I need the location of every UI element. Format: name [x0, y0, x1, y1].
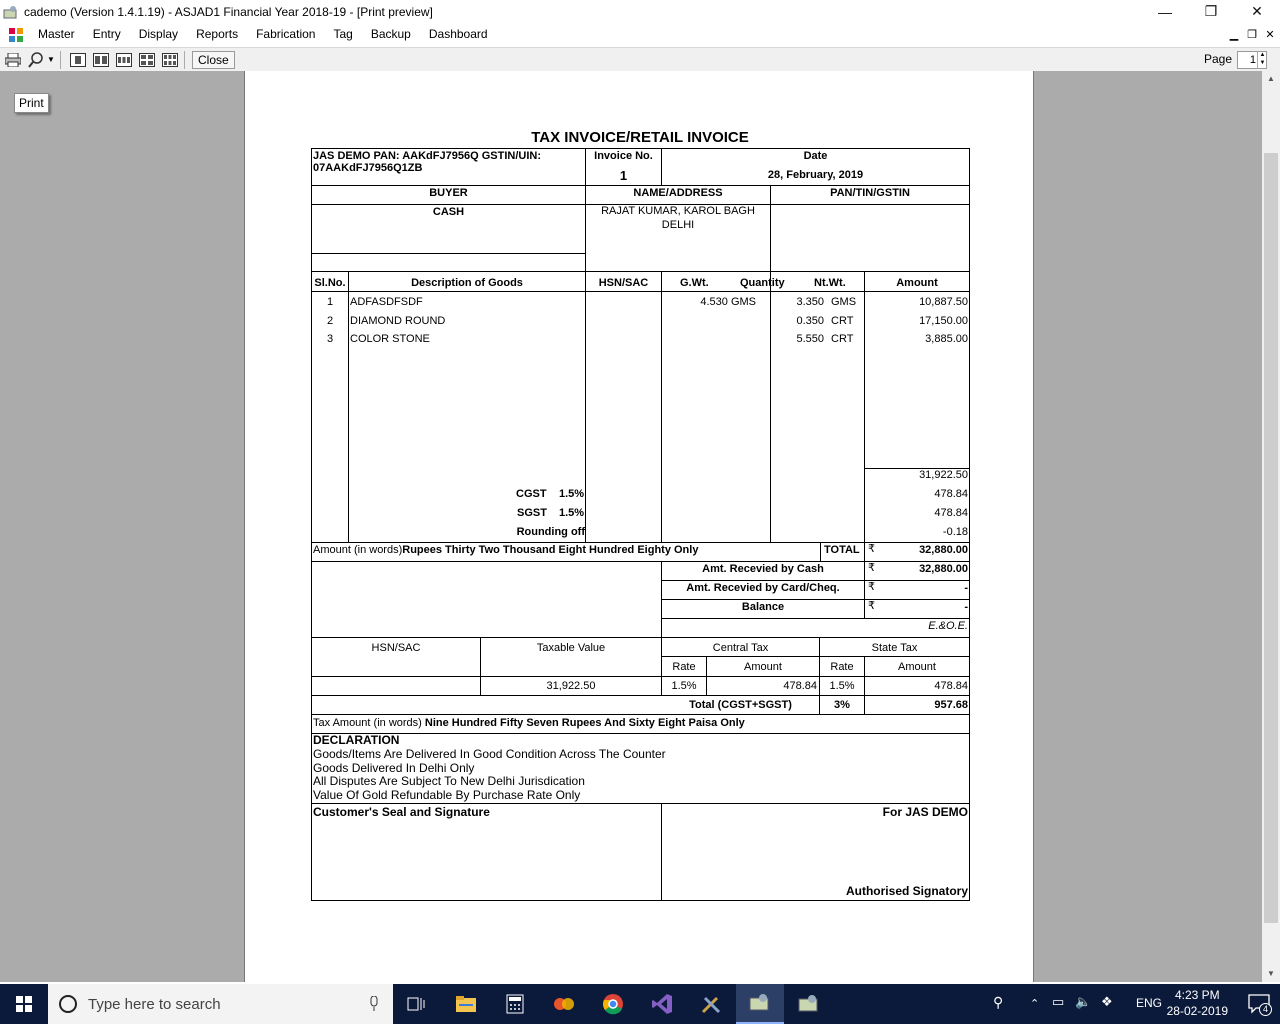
total-label: TOTAL: [824, 544, 860, 556]
col-desc: Description of Goods: [411, 277, 523, 289]
mdi-restore-icon[interactable]: ❐: [1247, 29, 1257, 41]
amount-words: Rupees Thirty Two Thousand Eight Hundred Eighty Only: [402, 544, 699, 556]
language-indicator[interactable]: ENG: [1135, 996, 1162, 1010]
rupee-icon: ₹: [868, 562, 875, 574]
mdi-child-icon[interactable]: [9, 28, 23, 42]
buyer-label: BUYER: [429, 187, 468, 199]
item-ntwt: 0.350: [796, 315, 824, 327]
item-amount: 10,887.50: [919, 296, 968, 308]
invoice-date: 28, February, 2019: [767, 169, 864, 181]
col-amount: Amount: [896, 277, 938, 289]
cademo-app-icon-2[interactable]: [785, 984, 833, 1024]
st-amount: 478.84: [934, 680, 968, 692]
cgst-rate: 1.5%: [559, 488, 585, 500]
page-label: Page: [1203, 52, 1232, 66]
taskbar-search[interactable]: [48, 984, 393, 1024]
rounding-amount: -0.18: [942, 526, 968, 538]
item-sl: 3: [326, 333, 334, 345]
network-icon[interactable]: ▭: [1052, 994, 1065, 1009]
declaration-line: Value Of Gold Refundable By Purchase Rate Only: [313, 788, 581, 802]
zoom-icon[interactable]: [26, 50, 46, 70]
cortana-icon: [58, 994, 78, 1014]
item-gwt: 4.530 GMS: [700, 296, 756, 308]
print-tooltip: Print: [14, 93, 49, 113]
clock[interactable]: [1167, 987, 1228, 1019]
item-ntwt: 5.550: [796, 333, 824, 345]
window-title: cademo (Version 1.4.1.19) - ASJAD1 Financial Year 2018-19 - [Print preview]: [24, 4, 433, 19]
address-line1: RAJAT KUMAR, KAROL BAGH: [601, 205, 755, 217]
search-placeholder: Type here to search: [88, 995, 221, 1013]
declaration-title: DECLARATION: [313, 733, 400, 747]
item-desc: DIAMOND ROUND: [350, 315, 446, 327]
ct-amount: 478.84: [783, 680, 817, 692]
close-window-button[interactable]: ✕: [1251, 3, 1263, 19]
declaration-line: All Disputes Are Subject To New Delhi Jurisdication: [313, 774, 585, 788]
sgst-label: SGST: [517, 507, 547, 519]
menu-bar: [0, 23, 1280, 46]
four-pages-icon[interactable]: [137, 50, 157, 70]
menu-dashboard[interactable]: Dashboard: [428, 27, 488, 41]
amount-words-row: [313, 544, 698, 557]
chrome-icon[interactable]: [589, 984, 637, 1024]
item-unit: CRT: [831, 315, 854, 327]
address-line2: DELHI: [661, 219, 695, 231]
zoom-dropdown-icon[interactable]: ▼: [47, 55, 55, 64]
dev-tools-icon[interactable]: [687, 984, 735, 1024]
name-address-label: NAME/ADDRESS: [633, 187, 723, 199]
three-pages-icon[interactable]: [114, 50, 134, 70]
taskbar: [0, 984, 1280, 1024]
menu-backup[interactable]: Backup: [370, 27, 411, 41]
vertical-scrollbar[interactable]: [1262, 71, 1280, 982]
title-bar: [0, 0, 1280, 23]
one-page-icon[interactable]: [68, 50, 88, 70]
cademo-app-icon[interactable]: [736, 984, 784, 1024]
item-desc: ADFASDFSDF: [350, 296, 423, 308]
menu-display[interactable]: Display: [138, 27, 179, 41]
notification-count: 4: [1259, 1003, 1272, 1016]
toolbar-separator: [60, 51, 61, 69]
item-ntwt: 3.350: [796, 296, 824, 308]
item-amount: 17,150.00: [919, 315, 968, 327]
print-icon[interactable]: [3, 50, 23, 70]
tax-words-row: [313, 717, 745, 730]
card-label: Amt. Recevied by Card/Cheq.: [686, 582, 840, 594]
total-amount: 32,880.00: [919, 544, 968, 556]
microphone-icon[interactable]: [369, 996, 379, 1012]
mdi-minimize-icon[interactable]: ▁: [1229, 29, 1239, 41]
six-pages-icon[interactable]: [160, 50, 180, 70]
col-gwt: G.Wt.: [680, 277, 709, 289]
windows-icon: [16, 996, 32, 1012]
ct-amount-label: Amount: [744, 661, 782, 673]
ct-rate-label: Rate: [672, 661, 696, 673]
sgst-rate: 1.5%: [559, 507, 585, 519]
cgst-label: CGST: [516, 488, 547, 500]
item-unit: CRT: [831, 333, 854, 345]
col-hsn: HSN/SAC: [598, 277, 649, 289]
buyer-name: CASH: [432, 206, 465, 218]
invoice-no: 1: [619, 168, 628, 183]
start-button[interactable]: [0, 984, 48, 1024]
st-rate: 1.5%: [829, 680, 855, 692]
total-tax-rate: 3%: [834, 699, 850, 711]
mdi-close-icon[interactable]: ✕: [1265, 29, 1275, 41]
balance-amount: -: [964, 601, 968, 613]
eoe-label: E.&O.E.: [928, 620, 968, 632]
item-sl: 2: [326, 315, 334, 327]
calculator-icon[interactable]: [491, 984, 539, 1024]
ct-rate: 1.5%: [671, 680, 697, 692]
people-icon[interactable]: ⚲: [993, 994, 1004, 1010]
mixer-app-icon[interactable]: [540, 984, 588, 1024]
invoice-no-label: Invoice No.: [594, 150, 653, 162]
customer-seal-label: Customer's Seal and Signature: [313, 805, 490, 819]
visual-studio-icon[interactable]: [638, 984, 686, 1024]
total-tax-label: Total (CGST+SGST): [689, 699, 792, 711]
page-number-input[interactable]: 1: [1237, 51, 1267, 69]
preview-toolbar: [0, 47, 1280, 71]
col-slno: Sl.No.: [314, 277, 346, 289]
minimize-button[interactable]: —: [1158, 3, 1172, 20]
invoice-title: TAX INVOICE/RETAIL INVOICE: [531, 129, 749, 146]
menu-entry[interactable]: Entry: [92, 27, 121, 41]
st-rate-label: Rate: [830, 661, 854, 673]
restore-button[interactable]: ❐: [1204, 3, 1218, 19]
rupee-icon: ₹: [868, 600, 875, 612]
tax-words: Nine Hundred Fifty Seven Rupees And Sixty Eight Paisa Only: [424, 717, 745, 729]
dropbox-icon[interactable]: ❖: [1101, 994, 1113, 1009]
cash-label: Amt. Recevied by Cash: [702, 563, 824, 575]
item-desc: COLOR STONE: [350, 333, 430, 345]
scrollbar-thumb[interactable]: [1264, 153, 1278, 923]
two-pages-icon[interactable]: [91, 50, 111, 70]
total-tax-amount: 957.68: [934, 699, 968, 711]
seller-line2: 07AAKdFJ7956Q1ZB: [313, 162, 423, 174]
menu-tag[interactable]: Tag: [333, 27, 353, 41]
state-tax-label: State Tax: [871, 642, 918, 654]
toolbar-separator: [184, 51, 185, 69]
balance-label: Balance: [741, 601, 785, 613]
declaration-line: Goods/Items Are Delivered In Good Condition Across The Counter: [313, 747, 666, 761]
page-spinner[interactable]: ▲ ▼: [1257, 51, 1267, 69]
cash-amount: 32,880.00: [919, 563, 968, 575]
for-company-label: For JAS DEMO: [882, 805, 968, 819]
menu-fabrication[interactable]: Fabrication: [256, 27, 316, 41]
rupee-icon: ₹: [868, 581, 875, 593]
tax-hsn-label: HSN/SAC: [371, 642, 421, 654]
menu-reports[interactable]: Reports: [196, 27, 239, 41]
scroll-down-icon[interactable]: ▼: [1267, 969, 1275, 978]
item-unit: GMS: [831, 296, 857, 308]
col-qty: Quantity: [740, 277, 785, 289]
card-amount: -: [964, 582, 968, 594]
date-label: Date: [803, 150, 828, 162]
central-tax-label: Central Tax: [712, 642, 769, 654]
subtotal: 31,922.50: [919, 469, 968, 481]
seller-line1: JAS DEMO PAN: AAKdFJ7956Q GSTIN/UIN:: [313, 150, 541, 162]
authorised-signatory: Authorised Signatory: [845, 884, 968, 898]
menu-master[interactable]: Master: [38, 27, 75, 41]
rounding-label: Rounding off: [516, 526, 585, 538]
close-preview-button[interactable]: Close: [192, 51, 235, 69]
clock-date: 28-02-2019: [1166, 1004, 1228, 1018]
pan-label: PAN/TIN/GSTIN: [830, 187, 910, 199]
tax-words-prefix: Tax Amount (in words): [313, 717, 422, 729]
notifications-icon[interactable]: [1248, 994, 1270, 1014]
item-amount: 3,885.00: [925, 333, 968, 345]
col-ntwt: Nt.Wt.: [814, 277, 846, 289]
file-explorer-icon[interactable]: [442, 984, 490, 1024]
show-hidden-icons[interactable]: ⌃: [1030, 998, 1040, 1010]
cgst-amount: 478.84: [934, 488, 968, 500]
taxable-value-label: Taxable Value: [536, 642, 606, 654]
invoice-table: [311, 148, 970, 901]
clock-time: 4:23 PM: [1174, 988, 1220, 1002]
sgst-amount: 478.84: [934, 507, 968, 519]
item-sl: 1: [326, 296, 334, 308]
volume-icon[interactable]: 🔈: [1075, 994, 1092, 1009]
app-icon: [3, 4, 19, 20]
amount-words-prefix: Amount (in words): [313, 544, 403, 556]
st-amount-label: Amount: [898, 661, 936, 673]
declaration-line: Goods Delivered In Delhi Only: [313, 761, 475, 775]
rupee-icon: ₹: [868, 543, 875, 555]
taxable-value: 31,922.50: [546, 680, 596, 692]
task-view-icon[interactable]: [393, 984, 441, 1024]
scroll-up-icon[interactable]: ▲: [1267, 74, 1275, 83]
